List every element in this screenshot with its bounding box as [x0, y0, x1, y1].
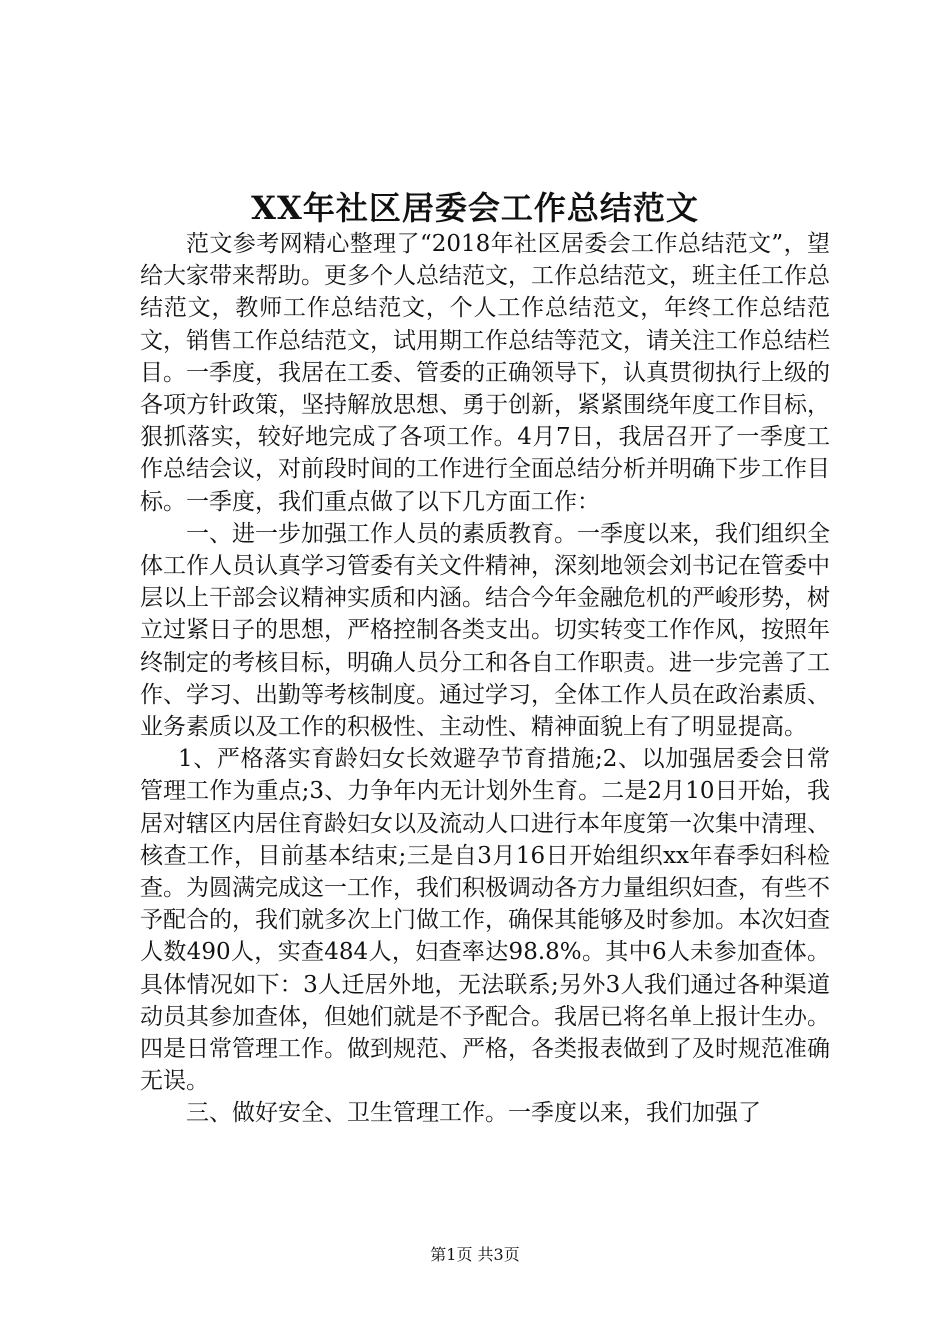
paragraph-section-3: 三、做好安全、卫生管理工作。一季度以来，我们加强了: [186, 1100, 761, 1127]
paragraph-section-1: 一、进一步加强工作人员的素质教育。一季度以来，我们组织全体工作人员认真学习管委有关文件精神，深刻地领会刘书记在管委中层以上干部会议精神实质和内涵。结合今年金融危机的严峻形势，树立过紧日子的思想，严格控制各类支出。切实转变工作作风，按照年终制定的考核目标，明确人员分工和各自工作职责。进一步完善了工作、学习、出勤等考核制度。通过学习，全体工作人员在政治素质、业务素质以及工作的积极性、主动性、精神面貌上有了明显提高。: [140, 520, 830, 741]
document-body: [140, 228, 830, 1130]
document-title: XX年社区居委会工作总结范文: [251, 189, 699, 227]
paragraph-family-planning: 1、严格落实育龄妇女长效避孕节育措施;2、以加强居委会日常管理工作为重点;3、力争年内无计划外生育。二是2月10日开始，我居对辖区内居住育龄妇女以及流动人口进行本年度第一次集中清理、核查工作，目前基本结束;三是自3月16日开始组织xx年春季妇科检查。为圆满完成这一工作，我们积极调动各方力量组织妇查，有些不予配合的，我们就多次上门做工作，确保其能够及时参加。本次妇查人数490人，实查484人，妇查率达98.8%。其中6人未参加查体。具体情况如下：3人迁居外地，无法联系;另外3人我们通过各种渠道动员其参加查体，但她们就是不予配合。我居已将名单上报计生办。四是日常管理工作。做到规范、严格，各类报表做到了及时规范准确无误。: [140, 746, 830, 1095]
page-number-footer: 第1页 共3页: [430, 1245, 520, 1264]
paragraph-intro: 范文参考网精心整理了“2018年社区居委会工作总结范文”，望给大家带来帮助。更多个人总结范文，工作总结范文，班主任工作总结范文，教师工作总结范文，个人工作总结范文，年终工作总结范文，销售工作总结范文，试用期工作总结等范文，请关注工作总结栏目。一季度，我居在工委、管委的正确领导下，认真贯彻执行上级的各项方针政策，坚持解放思想、勇于创新，紧紧围绕年度工作目标，狠抓落实，较好地完成了各项工作。4月7日，我居召开了一季度工作总结会议，对前段时间的工作进行全面总结分析并明确下步工作目标。一季度，我们重点做了以下几方面工作：: [140, 231, 830, 515]
